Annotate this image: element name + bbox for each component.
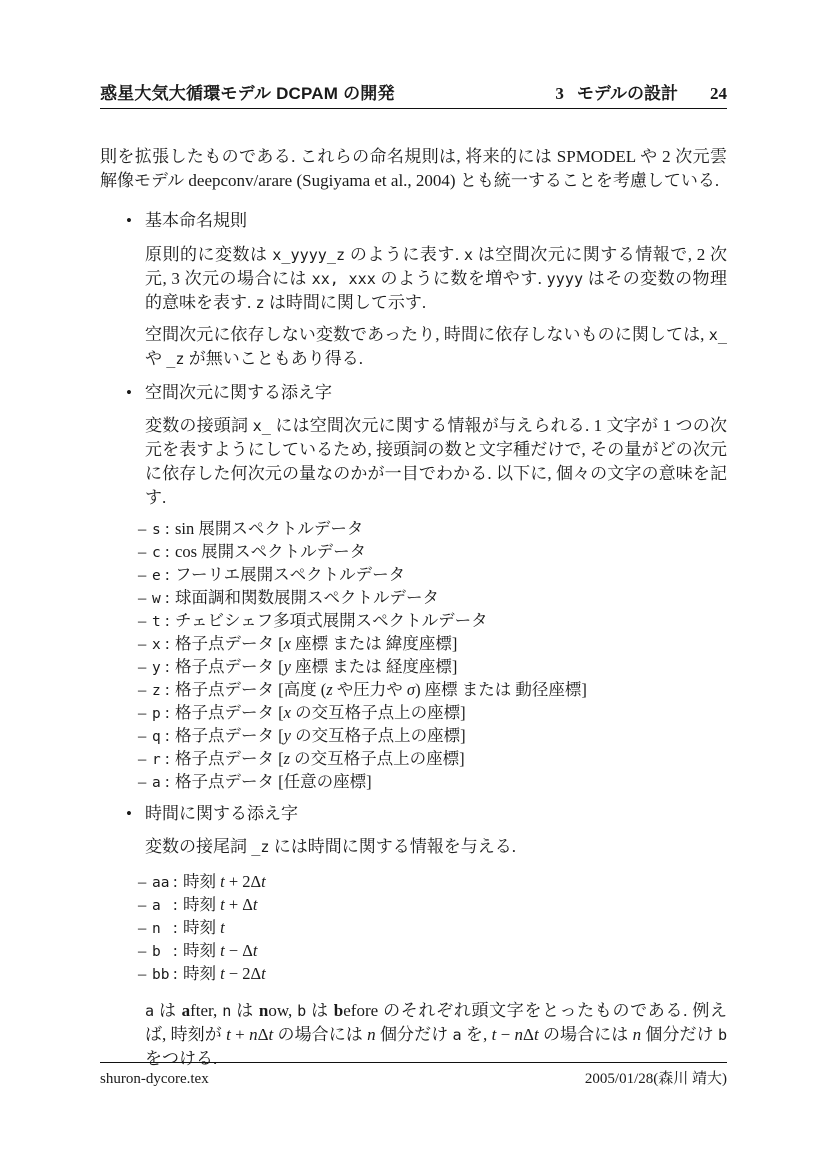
text-segment: 個分だけ	[641, 1025, 718, 1044]
text-segment: fter,	[190, 1001, 223, 1020]
dash-icon: –	[138, 918, 147, 937]
dash-icon: –	[138, 941, 147, 960]
text-segment: deepconv/arare (Sugiyama et al., 2004)	[188, 171, 456, 190]
list-item	[100, 871, 727, 894]
text-segment: 球面調和関数展開スペクトルデータ	[175, 588, 439, 607]
text-segment: sin	[175, 519, 199, 538]
dash-icon: –	[138, 588, 147, 607]
dash-icon: –	[138, 895, 147, 914]
intro-paragraph	[100, 145, 727, 193]
paragraph	[145, 323, 727, 371]
list-item	[100, 917, 727, 940]
text-segment: は時間に関して示す.	[264, 293, 427, 312]
text-segment: − Δ	[224, 941, 253, 960]
list-item	[100, 518, 727, 541]
text-segment: 時刻	[183, 872, 221, 891]
list-item-colon: :	[173, 918, 178, 937]
paragraph	[145, 414, 727, 510]
text-segment: は	[231, 1001, 259, 1020]
running-title: 惑星大気大循環モデル DCPAM の開発	[100, 84, 395, 103]
text-segment: b	[717, 1026, 728, 1044]
dash-icon: –	[138, 680, 147, 699]
list-item-colon: :	[165, 542, 170, 561]
text-segment: 座標 または 緯度座標]	[290, 634, 458, 653]
text-segment: ) 座標 または 動径座標]	[415, 680, 587, 699]
text-segment: フーリエ展開スペクトルデータ	[175, 565, 406, 584]
text-segment: t	[252, 895, 258, 914]
list-item-text	[175, 772, 372, 791]
text-segment: b	[297, 1002, 307, 1020]
text-segment: z	[283, 749, 291, 768]
footer-filename: shuron-dycore.tex	[100, 1071, 209, 1087]
dash-icon: –	[138, 657, 147, 676]
list-item-text	[175, 703, 466, 722]
list-item-colon: :	[165, 703, 170, 722]
bullet-item-label: 時間に関する添え字	[145, 804, 298, 823]
text-segment: 格子点データ [	[175, 703, 284, 722]
text-segment: t	[226, 1025, 231, 1044]
list-item-text	[175, 726, 466, 745]
text-segment: のように表す.	[345, 245, 464, 264]
text-segment: Δ	[523, 1025, 534, 1044]
list-item-label: c	[152, 545, 161, 561]
list-item	[100, 940, 727, 963]
list-item-label: bb	[152, 967, 170, 983]
list-item	[100, 725, 727, 748]
text-segment: z	[255, 294, 265, 312]
list-item-label: a	[152, 898, 161, 914]
list-item	[100, 679, 727, 702]
list-item-colon: :	[173, 895, 178, 914]
dash-icon: –	[138, 611, 147, 630]
paragraph	[145, 243, 727, 315]
list-item-label: q	[152, 729, 161, 745]
text-segment: Δ	[257, 1025, 269, 1044]
list-item-text	[183, 918, 225, 937]
text-segment: の交互格子点上の座標]	[290, 749, 465, 768]
text-segment: t	[268, 1025, 274, 1044]
text-segment: +	[230, 1025, 250, 1044]
list-item-colon: :	[173, 872, 178, 891]
list-item-text	[175, 565, 405, 584]
bullet-item-label: 空間次元に関する添え字	[145, 383, 332, 402]
text-segment: a	[145, 1002, 155, 1020]
paragraph	[145, 835, 727, 859]
list-item-label: aa	[152, 875, 170, 891]
text-segment: 時刻	[183, 895, 221, 914]
text-segment: t	[533, 1025, 539, 1044]
text-segment: は	[154, 1001, 182, 1020]
list-item-text	[175, 611, 488, 630]
text-segment: SPMODEL	[556, 147, 636, 166]
text-segment: σ	[406, 680, 416, 699]
text-segment: 格子点データ [	[175, 634, 284, 653]
bullet-icon: •	[126, 383, 132, 402]
list-item	[100, 748, 727, 771]
bullet-item-title	[100, 381, 727, 405]
text-segment: x_	[708, 326, 727, 344]
bullet-item-title	[100, 209, 727, 233]
text-segment: は	[306, 1001, 334, 1020]
list-item-colon: :	[173, 964, 178, 983]
text-segment: cos	[175, 542, 202, 561]
list-item-text	[183, 872, 266, 891]
list-item-text	[175, 680, 587, 699]
text-segment: x	[283, 703, 291, 722]
closing-paragraph	[145, 999, 727, 1071]
text-segment: 個分だけ	[375, 1025, 453, 1044]
list-item-text	[183, 895, 257, 914]
text-segment: 変数の接尾詞	[145, 837, 252, 856]
text-segment: 格子点データ [任意の座標]	[175, 772, 372, 791]
footer-date-author: 2005/01/28(森川 靖大)	[584, 1071, 727, 1087]
text-segment: 展開スペクトルデータ	[201, 542, 367, 561]
list-item-label: p	[152, 706, 161, 722]
text-segment: t	[261, 872, 266, 891]
bullet-section-time-suffix	[100, 802, 727, 1071]
dash-icon: –	[138, 872, 147, 891]
list-item	[100, 963, 727, 986]
text-segment: 空間次元に依存しない変数であったり, 時間に依存しないものに関しては,	[145, 325, 709, 344]
text-segment: t	[220, 918, 225, 937]
text-segment: をつける.	[145, 1049, 218, 1068]
text-segment: n	[222, 1002, 232, 1020]
text-segment: は空間次元に関する情報で, 2 次元, 3 次元の場合には	[145, 245, 728, 288]
text-segment: y	[283, 657, 291, 676]
list-item-label: w	[152, 591, 161, 607]
text-segment: yyyy	[546, 270, 584, 288]
list-item-colon: :	[165, 749, 170, 768]
text-segment: 座標 または 経度座標]	[290, 657, 458, 676]
list-item-colon: :	[165, 565, 170, 584]
text-segment: y	[283, 726, 291, 745]
list-item-colon: :	[165, 657, 170, 676]
bullet-icon: •	[126, 804, 132, 823]
page-footer	[100, 1062, 727, 1088]
list-item-label: x	[152, 637, 161, 653]
text-segment: a	[181, 1001, 191, 1020]
text-segment: xx, xxx	[311, 270, 376, 288]
text-segment: x	[463, 246, 473, 264]
list-item-label: n	[152, 921, 161, 937]
text-segment: 展開スペクトルデータ	[198, 519, 364, 538]
time-suffix-list	[100, 871, 727, 986]
spatial-suffix-list	[100, 518, 727, 794]
list-item-text	[183, 964, 266, 983]
text-segment: n	[249, 1025, 258, 1044]
text-segment: + 2Δ	[224, 872, 262, 891]
dash-icon: –	[138, 565, 147, 584]
text-segment: b	[333, 1001, 344, 1020]
text-segment: x_yyyy_z	[272, 246, 346, 264]
list-item-label: r	[152, 752, 161, 768]
text-segment: t	[491, 1025, 497, 1044]
bullet-icon: •	[126, 211, 132, 230]
list-item-label: y	[152, 660, 161, 676]
text-segment: 変数の接頭詞	[145, 416, 253, 435]
list-item-label: z	[152, 683, 161, 699]
list-item	[100, 541, 727, 564]
text-segment: の場合には	[538, 1025, 633, 1044]
text-segment: 格子点データ [	[175, 657, 284, 676]
bullet-section-basic-naming	[100, 209, 727, 371]
text-segment: が無いこともあり得る.	[184, 349, 363, 368]
list-item-label: t	[152, 614, 161, 630]
section-number: 3	[555, 84, 564, 103]
list-item-text	[175, 519, 363, 538]
text-segment: の交互格子点上の座標]	[290, 726, 466, 745]
text-segment: 時刻	[183, 918, 221, 937]
list-item-colon: :	[165, 772, 170, 791]
page-header	[100, 84, 727, 109]
text-segment: チェビシェフ多項式展開スペクトルデータ	[175, 611, 488, 630]
text-segment: ow,	[268, 1001, 298, 1020]
text-segment: x_	[252, 417, 271, 435]
list-item-text	[175, 749, 465, 768]
text-segment: 格子点データ [高度 (	[175, 680, 327, 699]
list-item-colon: :	[165, 588, 170, 607]
text-segment: t	[261, 964, 266, 983]
list-item-colon: :	[165, 611, 170, 630]
text-segment: efore	[343, 1001, 379, 1020]
list-item-colon: :	[165, 726, 170, 745]
dash-icon: –	[138, 519, 147, 538]
text-segment: の場合には	[273, 1025, 368, 1044]
text-segment: や 2 次元雲解像モデル	[100, 147, 728, 190]
list-item-colon: :	[165, 634, 170, 653]
list-item-text	[175, 657, 457, 676]
text-segment: n	[632, 1025, 642, 1044]
list-item-label: b	[152, 944, 161, 960]
text-column	[100, 0, 727, 1071]
bullet-item-title	[100, 802, 727, 826]
dash-icon: –	[138, 726, 147, 745]
text-segment: t	[220, 941, 225, 960]
bullet-section-spatial-suffix	[100, 381, 727, 794]
text-segment: 時刻	[183, 964, 221, 983]
list-item-label: s	[152, 522, 161, 538]
text-segment: のように数を増やす.	[375, 269, 547, 288]
text-segment: の交互格子点上の座標]	[290, 703, 466, 722]
text-segment: t	[252, 941, 258, 960]
list-item-colon: :	[165, 519, 170, 538]
text-segment: 則を拡張したものである. これらの命名規則は, 将来的には	[100, 147, 557, 166]
text-segment: n	[514, 1025, 524, 1044]
text-segment: 格子点データ [	[175, 726, 284, 745]
dash-icon: –	[138, 964, 147, 983]
text-segment: _z	[166, 350, 185, 368]
list-item-colon: :	[165, 680, 170, 699]
dash-icon: –	[138, 772, 147, 791]
text-segment: とも統一することを考慮している.	[455, 171, 720, 190]
text-segment: − 2Δ	[224, 964, 262, 983]
list-item-text	[175, 588, 439, 607]
list-item-label: a	[152, 775, 161, 791]
list-item	[100, 610, 727, 633]
text-segment: には時間に関する情報を与える.	[269, 837, 516, 856]
list-item-label: e	[152, 568, 161, 584]
text-segment: + Δ	[224, 895, 253, 914]
text-segment: n	[367, 1025, 376, 1044]
text-segment: t	[220, 964, 225, 983]
list-item	[100, 564, 727, 587]
list-item-text	[183, 941, 257, 960]
list-item-colon: :	[173, 941, 178, 960]
list-item	[100, 633, 727, 656]
list-item-text	[175, 542, 366, 561]
list-item	[100, 702, 727, 725]
text-segment: を,	[461, 1025, 492, 1044]
text-segment: n	[258, 1001, 269, 1020]
dash-icon: –	[138, 542, 147, 561]
list-item	[100, 587, 727, 610]
text-segment: t	[220, 872, 225, 891]
text-segment: はその変数の物理的意味を表す.	[145, 269, 728, 312]
header-right	[555, 84, 727, 104]
list-item	[100, 894, 727, 917]
list-item-text	[175, 634, 457, 653]
list-item	[100, 656, 727, 679]
text-segment: 時刻	[183, 941, 221, 960]
text-segment: t	[220, 895, 225, 914]
text-segment: x	[283, 634, 291, 653]
text-segment: のそれぞれ頭文字をとったものである. 例えば, 時刻が	[145, 1001, 727, 1044]
text-segment: 原則的に変数は	[145, 245, 273, 264]
dash-icon: –	[138, 749, 147, 768]
text-segment: には空間次元に関する情報が与えられる. 1 文字が 1 つの次元を表すようにしているため, 接頭詞の数と文字種だけで, その量がどの次元に依存した何次元の量なのかが一目でわかる. 以下に, 個々の文字の意味を記す.	[145, 416, 727, 507]
text-segment: _z	[251, 838, 270, 856]
list-item	[100, 771, 727, 794]
text-segment: −	[496, 1025, 515, 1044]
page-number: 24	[710, 84, 727, 103]
bullet-item-label: 基本命名規則	[145, 211, 247, 230]
dash-icon: –	[138, 634, 147, 653]
text-segment: 格子点データ [	[175, 749, 284, 768]
text-segment: や圧力や	[332, 680, 407, 699]
dash-icon: –	[138, 703, 147, 722]
text-segment: や	[145, 349, 167, 368]
text-segment: a	[452, 1026, 462, 1044]
section-name: モデルの設計	[576, 84, 678, 103]
text-segment: z	[326, 680, 333, 699]
